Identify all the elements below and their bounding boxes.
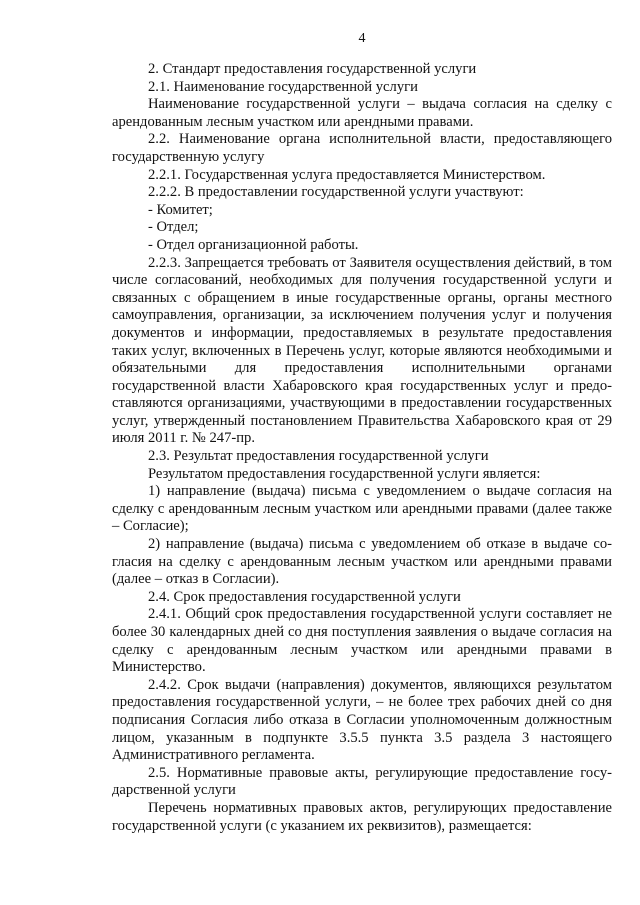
result-item-1: 1) направление (выдача) письма с уведомлением о выдаче согласия на сделку с арендованным лесным участком или арендными правами (далее также – Согласие); [112, 483, 612, 535]
subsection-heading-term: 2.4. Срок предоставления государственной услуги [148, 588, 461, 605]
subsection-heading-result: 2.3. Результат предоставления государственной услуги [148, 448, 489, 465]
section-heading-standard: 2. Стандарт предоставления государственной услуги [148, 61, 477, 77]
paragraph-normative-acts: Перечень нормативных правовых актов, регулирующих предоставление государственной услуги (с указанием их реквизитов), размещается: [112, 799, 612, 834]
result-item-2: 2) направление (выдача) письма с уведомлением об отказе в выдаче согласия на сделку с арендованным лесным участком или арендными правами (далее – отказ в Согласии). [112, 536, 612, 588]
paragraph-result-intro: Результатом предоставления государственной услуги является: [148, 465, 541, 482]
paragraph-service-name: Наименование государственной услуги – выдача согласия на сделку с арендованным лесным участком или арендными правами. [112, 96, 612, 130]
paragraph-2-2-3: 2.2.3. Запрещается требовать от Заявителя осуществления действий, в том числе согласований, необходимых для получения государственной услуги и связанных с обращением в иные государственные органы, органы местного самоуправления, организации, за исключением получения услуг и получения документов и информации, предоставляемых в результате предоставления таких услуг, включенных в Перечень услуг, которые являются необходимыми и обязательными для предоставления исполнительными органами государственной власти Хабаровского края государственных услуг и предоставляются организациями, участвующими в предоставлении государственных услуг, утвержденный постановлением Правительства Хабаровского края от 29 июля 2011 г. № 247-пр. [112, 254, 612, 447]
list-item-org-department: - Отдел организационной работы. [148, 236, 359, 253]
subsection-heading-authority: 2.2. Наименование органа исполнительной власти, предоставляющего государственную услугу [112, 131, 612, 165]
paragraph-2-4-1: 2.4.1. Общий срок предоставления государственной услуги составляет не более 30 календарных дней со дня поступления заявления о выдаче согласия на сделку с арендованным лесным участком или арендными правами в Министерство. [112, 606, 612, 676]
paragraph-2-4-2: 2.4.2. Срок выдачи (направления) документов, являющихся результатом предоставления государственной услуги, – не более трех рабочих дней со дня подписания Согласия либо отказа в Согласии уполномоченным должностным лицом, указанным в подпункте 3.5.5 пункта 3.5 раздела 3 настоящего Административного регламента. [112, 676, 612, 764]
list-item-department: - Отдел; [148, 219, 199, 236]
paragraph-2-2-1: 2.2.1. Государственная услуга предоставляется Министерством. [148, 166, 546, 183]
list-item-committee: - Комитет; [148, 201, 213, 218]
document-page [112, 30, 612, 835]
subsection-heading-service-name: 2.1. Наименование государственной услуги [148, 78, 418, 95]
paragraph-2-2-2: 2.2.2. В предоставлении государственной услуги участвуют: [148, 184, 524, 201]
page-number: 4 [358, 31, 366, 46]
subsection-heading-normative-acts: 2.5. Нормативные правовые акты, регулирующие предоставление государственной услуги [112, 764, 612, 799]
